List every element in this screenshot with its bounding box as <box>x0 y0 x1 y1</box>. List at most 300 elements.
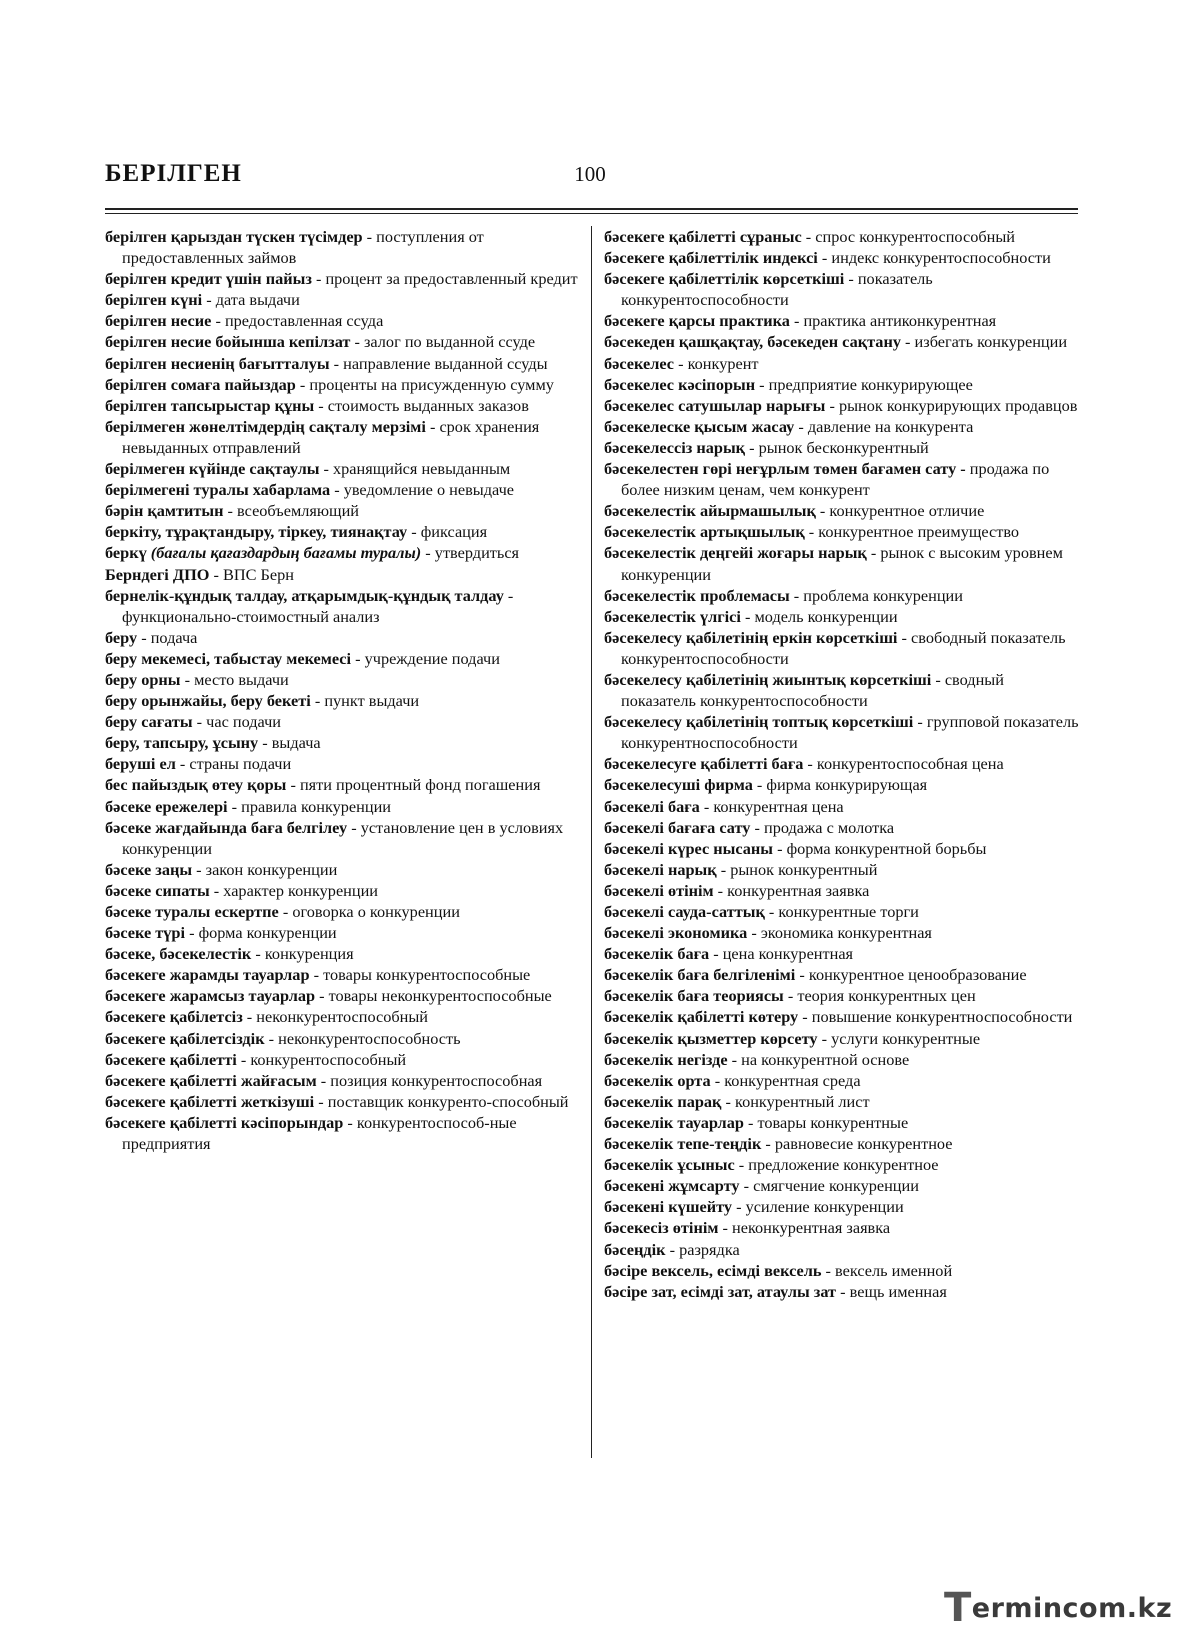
dictionary-entry <box>604 353 1082 374</box>
entry-term: бәсекелі экономика <box>604 923 748 943</box>
entry-translation: форма конкуренции <box>198 923 337 943</box>
dictionary-entry <box>604 774 1082 795</box>
entry-separator: - <box>180 669 195 689</box>
entry-translation: смягчение конкуренции <box>753 1176 919 1196</box>
entry-term: бәсеке жағдайында баға белгілеу <box>105 817 348 837</box>
entry-translation: модель конкуренции <box>754 606 898 626</box>
dictionary-entry <box>105 964 583 985</box>
entry-separator: - <box>264 1028 279 1048</box>
entry-translation: конкурентное отличие <box>829 501 985 521</box>
entry-term: бәсекесіз өтінім <box>604 1218 719 1238</box>
entry-term: бәсекелес кәсіпорын <box>604 374 756 394</box>
entry-separator: - <box>745 437 759 457</box>
entry-separator: - <box>897 627 912 647</box>
entry-note: (бағалы қағаздардың бағамы туралы) <box>146 543 422 563</box>
entry-translation: конкурентная среда <box>724 1070 861 1090</box>
entry-separator: - <box>211 311 225 331</box>
dictionary-entry <box>604 247 1082 268</box>
dictionary-entry <box>604 796 1082 817</box>
dictionary-entry <box>604 1133 1082 1154</box>
entry-separator: - <box>740 606 755 626</box>
entry-translation: сводный показатель конкурентоспособности <box>621 669 1004 711</box>
entry-translation: конкурент <box>687 353 759 373</box>
entry-term: бәсеңдік <box>604 1239 666 1259</box>
entry-separator: - <box>223 501 238 521</box>
entry-translation: процент за предоставленный кредит <box>325 269 578 289</box>
entry-term: бәсекелік баға белгіленімі <box>604 965 796 985</box>
entry-term: бәсекелік тепе-теңдік <box>604 1134 762 1154</box>
entry-translation: конкурентная цена <box>713 796 844 816</box>
entry-translation: цена конкурентная <box>722 944 854 964</box>
entry-term: беркү <box>105 543 147 563</box>
dictionary-entry <box>604 1091 1082 1112</box>
dictionary-entry <box>604 1217 1082 1238</box>
dictionary-entry <box>105 542 583 563</box>
dictionary-entry <box>105 521 583 542</box>
entry-translation: утвердиться <box>434 543 520 563</box>
entry-term: бәсекеге жарамды тауарлар <box>105 965 310 985</box>
entry-separator: - <box>310 691 325 711</box>
dictionary-entry <box>604 922 1082 943</box>
entry-separator: - <box>761 1134 775 1154</box>
entry-separator: - <box>209 564 223 584</box>
entry-translation: дата выдачи <box>215 290 300 310</box>
entry-separator: - <box>278 902 293 921</box>
dictionary-entry <box>105 901 583 922</box>
entry-translation: разрядка <box>679 1239 740 1259</box>
entry-separator: - <box>710 1070 725 1090</box>
entry-separator: - <box>803 754 817 774</box>
entry-separator: - <box>764 902 779 921</box>
entry-term: бәсекелік тауарлар <box>604 1112 744 1132</box>
entry-separator: - <box>752 775 767 795</box>
entry-translation: проценты на присужденную сумму <box>309 374 554 394</box>
entry-translation: залог по выданной ссуде <box>364 332 536 352</box>
entry-separator: - <box>773 838 787 858</box>
entry-term: бәсекелі бағаға сату <box>604 817 751 837</box>
entry-separator: - <box>309 965 324 985</box>
entry-separator: - <box>425 416 440 436</box>
entry-separator: - <box>866 543 881 563</box>
logo-text-part: erminc <box>971 1593 1080 1624</box>
entry-separator: - <box>931 669 945 689</box>
entry-separator: - <box>202 290 216 310</box>
entry-separator: - <box>258 733 272 753</box>
entry-translation: рынок с высоким уровнем конкуренции <box>621 543 1063 584</box>
entry-separator: - <box>732 1197 746 1217</box>
dictionary-entry <box>105 268 583 289</box>
entry-translation: на конкурентной основе <box>741 1049 910 1069</box>
entry-term: бәсекеге қабілеттілік индексі <box>604 248 818 268</box>
entry-separator: - <box>750 817 764 837</box>
entry-term: бәсекелік негізде <box>604 1049 728 1069</box>
entry-separator: - <box>913 712 927 732</box>
entry-translation: выдача <box>271 733 321 753</box>
dictionary-entry <box>604 1006 1082 1027</box>
entry-term: бәсекелік баға теориясы <box>604 986 784 1006</box>
dictionary-entry <box>604 1070 1082 1091</box>
entry-translation: конкурентоспособная цена <box>816 754 1004 774</box>
entry-term: бәсекелестік үлгісі <box>604 606 741 626</box>
entry-separator: - <box>314 395 328 415</box>
entry-term: бәсекелі өтінім <box>604 880 714 900</box>
entry-separator: - <box>407 522 421 542</box>
entry-translation: правила конкуренции <box>241 796 392 816</box>
dictionary-entry <box>105 500 583 521</box>
dictionary-entry <box>105 353 583 374</box>
dictionary-entry <box>604 500 1082 521</box>
dictionary-entry <box>105 289 583 310</box>
entry-separator: - <box>709 944 723 964</box>
entry-translation: рынок бесконкурентный <box>758 437 929 457</box>
dictionary-entry <box>604 416 1082 437</box>
entry-translation: пункт выдачи <box>324 691 420 711</box>
entry-translation: пяти процентный фонд погашения <box>299 775 541 795</box>
entry-term: бернелік-құндық талдау, атқарымдық-құндық талдау <box>105 585 504 605</box>
entry-term: бәсекеге қабілетсіздік <box>105 1028 265 1048</box>
entry-translation: проблема конкуренции <box>803 585 963 605</box>
entry-translation: конкурентный лист <box>735 1091 870 1111</box>
entry-separator: - <box>242 1007 257 1027</box>
entry-separator: - <box>674 353 688 373</box>
entry-term: беркіту, тұрақтандыру, тіркеу, тиянақтау <box>105 522 408 542</box>
dictionary-entry <box>105 1112 583 1154</box>
dictionary-entry <box>105 395 583 416</box>
dictionary-entry <box>105 985 583 1006</box>
dictionary-entry <box>105 310 583 331</box>
dictionary-entry <box>604 1028 1082 1049</box>
entry-translation: вещь именная <box>849 1281 947 1301</box>
logo-letter: T <box>944 1585 972 1631</box>
entry-translation: фирма конкурирующая <box>766 775 928 795</box>
entry-translation: уведомление о невыдаче <box>343 480 514 500</box>
entry-term: бәсекелі сауда-саттық <box>604 902 765 921</box>
entry-separator: - <box>713 880 728 900</box>
entry-term: берілген қарыздан түскен түсімдер <box>105 227 363 246</box>
dictionary-entry <box>105 1091 583 1112</box>
entry-translation: оговорка о конкуренции <box>292 902 460 921</box>
entry-term: берілген несие бойынша кепілзат <box>105 332 351 352</box>
entry-separator: - <box>755 374 769 394</box>
dictionary-entry <box>604 437 1082 458</box>
entry-translation: конкурентоспособный <box>250 1049 407 1069</box>
entry-separator: - <box>699 796 714 816</box>
dictionary-entry <box>105 774 583 795</box>
entry-separator: - <box>316 1070 331 1090</box>
entry-separator: - <box>192 859 206 879</box>
entry-separator: - <box>798 1007 812 1027</box>
dictionary-entry <box>604 859 1082 880</box>
entry-translation: предприятие конкурирующее <box>768 374 973 394</box>
running-header: БЕРІЛГЕН <box>105 160 242 187</box>
dictionary-entry <box>604 817 1082 838</box>
entry-translation: товары конкурентоспособные <box>323 965 531 985</box>
entry-term: беруші ел <box>105 754 176 774</box>
dictionary-entry <box>604 964 1082 985</box>
dictionary-entry <box>604 985 1082 1006</box>
entry-separator: - <box>347 817 361 837</box>
entry-translation: учреждение подачи <box>364 648 500 668</box>
dictionary-entry <box>604 1281 1082 1302</box>
entry-translation: закон конкуренции <box>205 859 338 879</box>
entry-separator: - <box>227 796 242 816</box>
dictionary-entry <box>105 648 583 669</box>
entry-separator: - <box>815 501 830 521</box>
entry-term: беру орынжайы, беру бекеті <box>105 691 311 711</box>
dictionary-entry <box>105 458 583 479</box>
entry-separator: - <box>825 395 839 415</box>
entry-separator: - <box>783 986 798 1006</box>
entry-separator: - <box>315 986 329 1006</box>
dictionary-entry <box>604 838 1082 859</box>
terminkom-logo <box>944 1585 1172 1631</box>
entry-separator: - <box>836 1281 850 1301</box>
entry-term: бәсекелесу қабілетінің топтық көрсеткіші <box>604 712 914 732</box>
entry-separator: - <box>718 1218 733 1238</box>
entry-separator: - <box>421 543 435 563</box>
entry-translation: стоимость выданных заказов <box>327 395 529 415</box>
entry-term: бәсекеге қарсы практика <box>604 311 790 331</box>
entry-term: бәсекелік қызметтер көрсету <box>604 1028 818 1048</box>
entry-translation: хранящийся невыданным <box>332 459 511 479</box>
dictionary-entry <box>604 1154 1082 1175</box>
dictionary-entry <box>105 1070 583 1091</box>
entry-separator: - <box>817 248 832 268</box>
entry-separator: - <box>351 648 365 668</box>
dictionary-entry <box>105 1049 583 1070</box>
dictionary-entry <box>604 268 1082 310</box>
entry-term: бәсекеден қашқақтау, бәсекеден сақтану <box>604 332 901 352</box>
left-column <box>105 226 583 1154</box>
page-number: 100 <box>574 162 606 186</box>
entry-term: берілмеген жөнелтімдердің сақталу мерзімі <box>105 416 426 436</box>
dictionary-entry <box>105 1028 583 1049</box>
dictionary-entry <box>604 1175 1082 1196</box>
entry-translation: индекс конкурентоспособности <box>831 248 1051 268</box>
entry-term: беру сағаты <box>105 712 193 732</box>
entry-translation: установление цен в условиях конкуренции <box>122 817 564 858</box>
entry-term: беру мекемесі, табыстау мекемесі <box>105 648 352 668</box>
entry-separator: - <box>329 353 344 373</box>
entry-term: беру орны <box>105 669 181 689</box>
entry-translation: час подачи <box>206 712 282 732</box>
entry-separator: - <box>821 1260 836 1280</box>
entry-term: Берндегі ДПО <box>105 564 210 584</box>
entry-translation: конкурентное ценообразование <box>808 965 1027 985</box>
entry-translation: услуги конкурентные <box>831 1028 981 1048</box>
column-divider <box>591 226 592 1458</box>
dictionary-entry <box>604 542 1082 584</box>
entry-translation: спрос конкурентоспособный <box>815 227 1015 246</box>
dictionary-entry <box>105 690 583 711</box>
right-column <box>604 226 1082 1302</box>
dictionary-entry <box>105 732 583 753</box>
entry-term: бәсеке туралы ескертпе <box>105 902 279 921</box>
entry-translation: подача <box>150 627 198 647</box>
entry-term: бәсекеге қабілетті сұраныс <box>604 227 802 246</box>
entry-separator: - <box>794 416 808 436</box>
entry-separator: - <box>900 332 915 352</box>
dictionary-entry <box>105 585 583 627</box>
entry-term: бәсекелі нарық <box>604 859 717 879</box>
entry-term: бәсекелестік айырмашылық <box>604 501 816 521</box>
entry-separator: - <box>343 1112 357 1132</box>
entry-term: бәсекелестік проблемасы <box>604 585 790 605</box>
entry-translation: характер конкуренции <box>223 880 379 900</box>
entry-translation: рынок конкурирующих продавцов <box>838 395 1078 415</box>
dictionary-entry <box>604 711 1082 753</box>
dictionary-entry <box>604 1049 1082 1070</box>
entry-term: берілген несие <box>105 311 212 331</box>
entry-separator: - <box>209 880 224 900</box>
entry-term: бәсекелес сатушылар нарығы <box>604 395 826 415</box>
entry-translation: товары неконкурентоспособные <box>328 986 552 1006</box>
entry-term: бәсекеге қабілетті кәсіпорындар <box>105 1112 344 1132</box>
dictionary-entry <box>604 585 1082 606</box>
entry-term: бәсекеге қабілетті жеткізуші <box>105 1091 315 1111</box>
entry-term: бәсекелі баға <box>604 796 700 816</box>
logo-text-part: m.kz <box>1098 1593 1173 1624</box>
entry-term: бәсекені күшейту <box>604 1197 732 1217</box>
dictionary-entry <box>105 1006 583 1027</box>
entry-translation: фиксация <box>420 522 488 542</box>
entry-translation: неконкурентоспособность <box>278 1028 461 1048</box>
entry-term: бәсекелік орта <box>604 1070 711 1090</box>
dictionary-entry <box>604 521 1082 542</box>
entry-translation: групповой показатель конкурентноспособности <box>621 712 1079 753</box>
entry-separator: - <box>743 1112 758 1132</box>
entry-translation: страны подачи <box>189 754 292 774</box>
dictionary-entry <box>604 1112 1082 1133</box>
entry-translation: конкурентоспособ-ные предприятия <box>122 1112 517 1154</box>
entry-translation: неконкурентная заявка <box>732 1218 891 1238</box>
dictionary-entry <box>604 1239 1082 1260</box>
dictionary-entry <box>604 395 1082 416</box>
entry-translation: направление выданной ссуды <box>343 353 548 373</box>
entry-translation: форма конкурентной борьбы <box>786 838 987 858</box>
entry-translation: предоставленная ссуда <box>224 311 384 331</box>
dictionary-entry <box>604 226 1082 247</box>
entry-separator: - <box>192 712 207 732</box>
entry-separator: - <box>789 311 804 331</box>
entry-term: беру <box>105 627 138 647</box>
entry-translation: поставщик конкуренто-способный <box>327 1091 569 1111</box>
entry-separator: - <box>747 923 761 943</box>
dictionary-entry <box>105 226 583 268</box>
entry-translation: показатель конкурентоспособности <box>621 269 933 310</box>
entry-separator: - <box>311 269 326 289</box>
entry-translation: конкурентная заявка <box>727 880 870 900</box>
dictionary-entry <box>105 943 583 964</box>
logo-text-part: o <box>1079 1593 1099 1624</box>
entry-separator: - <box>236 1049 251 1069</box>
entry-separator: - <box>734 1155 749 1175</box>
entry-term: бәсекелік баға <box>604 944 710 964</box>
entry-term: берілмегені туралы хабарлама <box>105 480 331 500</box>
entry-term: бәсекелеске қысым жасау <box>604 416 795 436</box>
entry-term: бәсекелі күрес нысаны <box>604 838 773 858</box>
entry-term: бәсекеге қабілеттілік көрсеткіші <box>604 269 845 289</box>
dictionary-entry <box>105 922 583 943</box>
entry-separator: - <box>727 1049 742 1069</box>
dictionary-entry <box>604 458 1082 500</box>
entry-term: бәсеке түрі <box>105 923 186 943</box>
entry-translation: срок хранения невыданных отправлений <box>122 416 540 457</box>
entry-separator: - <box>286 775 300 795</box>
dictionary-entry <box>105 374 583 395</box>
entry-translation: поступления от предоставленных займов <box>122 227 484 268</box>
entry-term: бәсекеге жарамсыз тауарлар <box>105 986 316 1006</box>
entry-separator: - <box>503 585 518 605</box>
dictionary-entry <box>604 1260 1082 1281</box>
entry-term: бәсеке сипаты <box>105 880 210 900</box>
dictionary-entry <box>105 753 583 774</box>
entry-separator: - <box>801 227 816 246</box>
entry-term: бәсіре вексель, есімді вексель <box>604 1260 822 1280</box>
dictionary-entry <box>604 901 1082 922</box>
entry-translation: экономика конкурентная <box>760 923 932 943</box>
entry-separator: - <box>137 627 151 647</box>
dictionary-entry <box>105 817 583 859</box>
entry-translation: избегать конкуренции <box>914 332 1068 352</box>
entry-term: бәсеке, бәсекелестік <box>105 944 252 964</box>
entry-translation: товары конкурентные <box>757 1112 909 1132</box>
entry-separator: - <box>721 1091 735 1111</box>
entry-separator: - <box>817 1028 832 1048</box>
dictionary-entry <box>604 1196 1082 1217</box>
dictionary-entry <box>105 711 583 732</box>
dictionary-entry <box>105 564 583 585</box>
entry-term: бәсекеге қабілетті жайғасым <box>105 1070 317 1090</box>
dictionary-entry <box>105 859 583 880</box>
entry-translation: равновесие конкурентное <box>774 1134 953 1154</box>
dictionary-entry <box>105 627 583 648</box>
entry-translation: вексель именной <box>835 1260 953 1280</box>
entry-term: бәсекелесуші фирма <box>604 775 753 795</box>
entry-term: берілген несиенің бағытталуы <box>105 353 330 373</box>
entry-translation: конкуренция <box>264 944 354 964</box>
entry-translation: свободный показатель конкурентоспособности <box>621 627 1066 668</box>
entry-separator: - <box>362 227 377 246</box>
dictionary-entry <box>604 606 1082 627</box>
entry-translation: повышение конкурентноспособности <box>811 1007 1073 1027</box>
entry-term: бәсекелестік деңгейі жоғары нарық <box>604 543 867 563</box>
entry-translation: продажа по более низким ценам, чем конкурент <box>621 459 1050 500</box>
entry-translation: рынок конкурентный <box>730 859 878 879</box>
entry-term: берілмеген күйінде сақтаулы <box>105 459 320 479</box>
entry-separator: - <box>314 1091 328 1111</box>
entry-separator: - <box>185 923 199 943</box>
dictionary-entry <box>604 310 1082 331</box>
entry-term: бәсекеге қабілетсіз <box>105 1007 243 1027</box>
entry-translation: всеобъемляющий <box>237 501 359 521</box>
entry-translation: продажа с молотка <box>764 817 895 837</box>
entry-translation: место выдачи <box>194 669 289 689</box>
entry-term: бәсекелесу қабілетінің еркін көрсеткіші <box>604 627 898 647</box>
entry-term: бәсекелес <box>604 353 675 373</box>
entry-translation: позиция конкурентоспособная <box>330 1070 543 1090</box>
entry-term: берілген күні <box>105 290 203 310</box>
header-rule-thin <box>105 213 1078 214</box>
entry-translation: функционально-стоимостный анализ <box>122 606 380 626</box>
entry-translation: усиление конкуренции <box>745 1197 904 1217</box>
entry-term: бәрін қамтитын <box>105 501 224 521</box>
entry-separator: - <box>295 374 310 394</box>
entry-term: бәсекеге қабілетті <box>105 1049 237 1069</box>
entry-term: беру, тапсыру, ұсыну <box>105 733 259 753</box>
entry-separator: - <box>844 269 858 289</box>
entry-separator: - <box>251 944 265 964</box>
